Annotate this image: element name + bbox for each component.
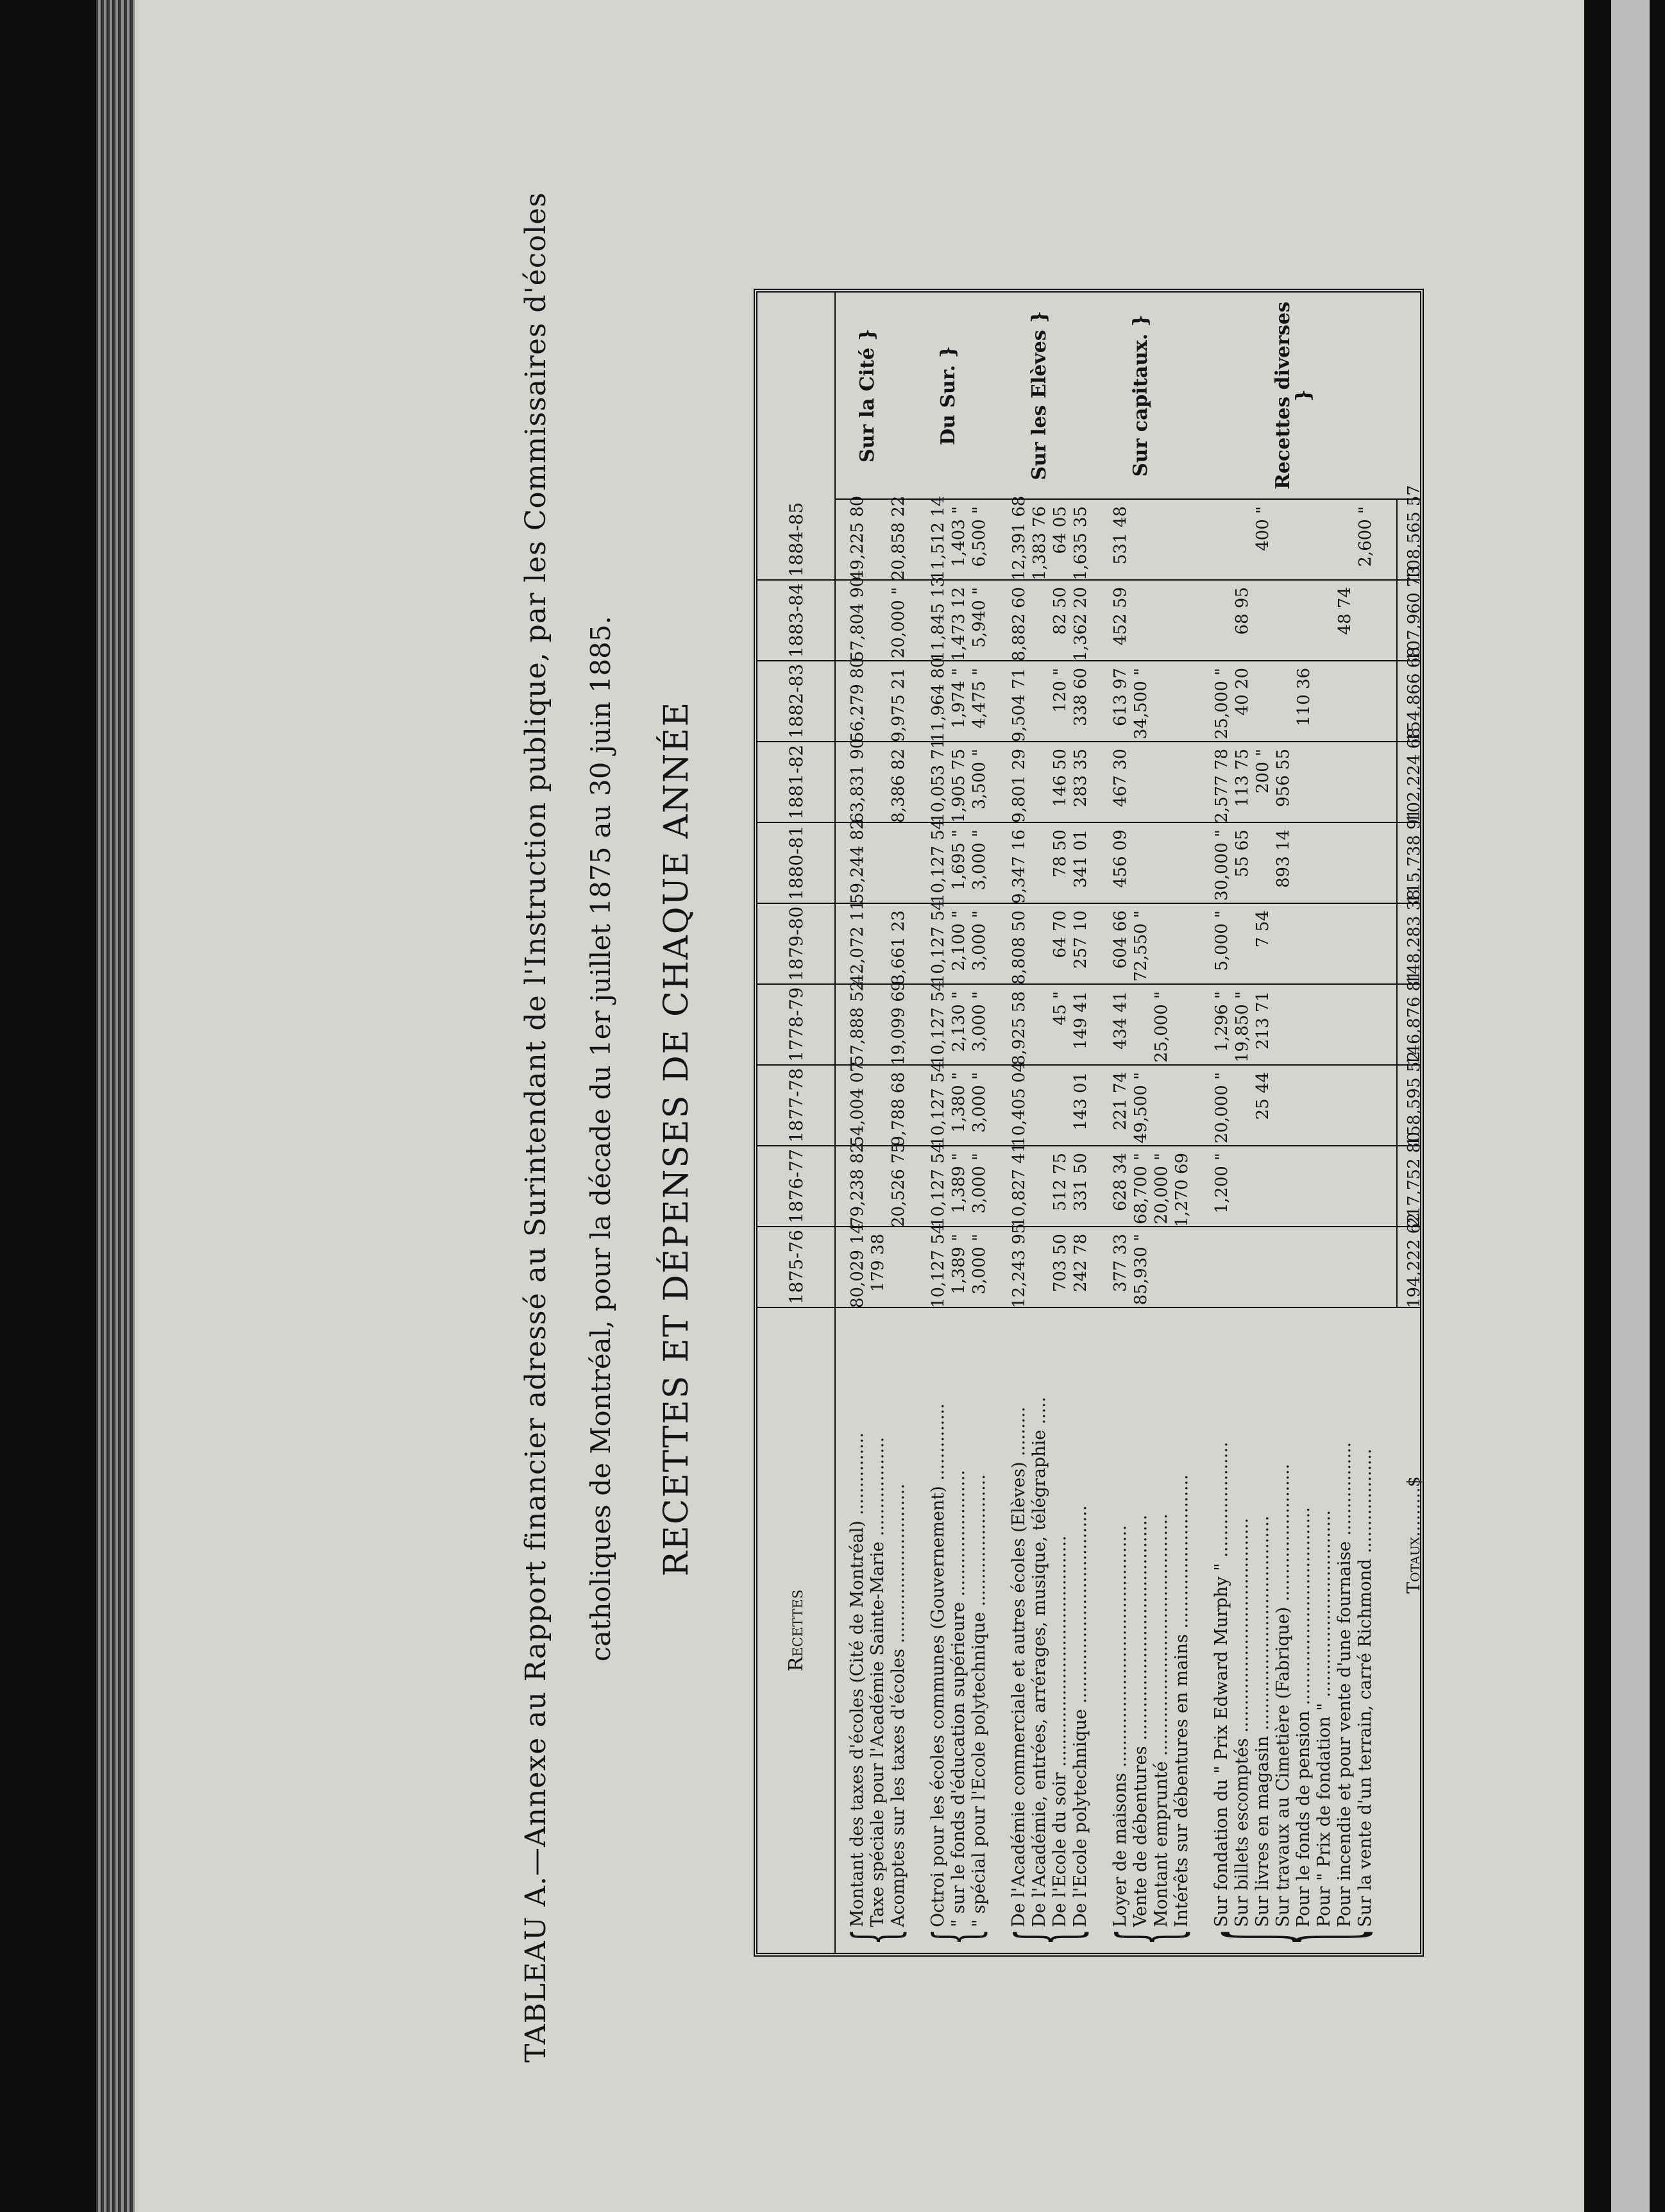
table-cell: 531 48 [1111, 506, 1130, 565]
table-cell: 9,801 29 [1010, 749, 1029, 823]
table-cell: 341 01 [1071, 830, 1090, 888]
column-rule [834, 498, 1420, 500]
row-label: " sur le fonds d'éducation supérieure ....................... [949, 1470, 968, 1927]
row-label: Sur billets escomptés ....................................... [1232, 1518, 1252, 1927]
rotated-document [513, 192, 1462, 2063]
table-cell: 3,500 " [970, 749, 989, 810]
table-cell: 604 66 [1111, 910, 1130, 969]
table-cell: 10,127 54 [929, 1061, 948, 1146]
table-header [757, 293, 836, 1953]
row-label: Pour incendie et pour vente d'une fournaise ................. [1335, 1442, 1355, 1927]
group-label: Sur la Cité } [856, 328, 879, 463]
year-header: 1876-77 [757, 1146, 834, 1227]
table-cell: 179 38 [868, 1234, 888, 1292]
table-cell: 10,127 54 [929, 899, 948, 985]
table-cell: 49,500 " [1131, 1072, 1151, 1144]
table-cell: 10,127 54 [929, 1142, 948, 1227]
row-label: De l'Ecole polytechnique .................................... [1070, 1505, 1090, 1927]
table-cell: 1,473 12 [949, 587, 968, 661]
year-header: 1879-80 [757, 904, 834, 985]
table-cell: 703 50 [1051, 1234, 1070, 1292]
year-header: 1877-78 [757, 1066, 834, 1146]
row-label: Acomptes sur les taxes d'écoles ............................. [888, 1483, 908, 1927]
table-cell: 11,512 14 [929, 495, 948, 581]
document-title-line1: TABLEAU A.—Annexe au Rapport financier adressé au Surintendant de l'Instruction publique, par les Commissaires d'écoles [520, 192, 552, 2063]
table-cell: 331 50 [1071, 1153, 1090, 1211]
table-cell: 8,882 60 [1010, 587, 1029, 661]
table-cell: 956 55 [1274, 749, 1293, 807]
total-cell: 107,960 73 [1405, 566, 1424, 661]
table-cell: 56,279 80 [848, 657, 867, 742]
row-label: Montant des taxes d'écoles (Cité de Montréal) ............... [847, 1432, 867, 1927]
table-cell: 120 " [1051, 668, 1070, 713]
table-cell: 2,600 " [1356, 506, 1375, 567]
table-cell: 59,244 82 [848, 819, 867, 904]
total-cell: 154,866 68 [1405, 647, 1424, 742]
table-cell: 9,975 21 [889, 668, 908, 742]
total-cell: 217,752 80 [1405, 1132, 1424, 1227]
total-cell: 158,595 52 [1405, 1051, 1424, 1146]
total-cell: 148,283 38 [1405, 889, 1424, 985]
table-cell: 57,888 52 [848, 980, 867, 1066]
table-cell: 149 41 [1071, 991, 1090, 1050]
table-cell: 452 59 [1111, 587, 1130, 645]
table-cell: 3,661 23 [889, 910, 908, 985]
group-label: Recettes diverses } [1272, 301, 1315, 490]
table-cell: 20,000 " [1212, 1072, 1231, 1144]
table-cell: 2,130 " [949, 991, 968, 1052]
table-cell: 25,000 " [1152, 991, 1171, 1063]
table-cell: 64 05 [1051, 506, 1070, 554]
year-header: 1778-79 [757, 985, 834, 1066]
finance-table [754, 289, 1424, 1957]
table-cell: 79,238 82 [848, 1142, 867, 1227]
row-label: Pour le fonds de pension .................................... [1294, 1507, 1314, 1927]
year-header: 1882-83 [757, 661, 834, 742]
table-cell: 9,504 71 [1010, 668, 1029, 742]
table-cell: 20,000 " [1152, 1153, 1171, 1225]
table-cell: 55 65 [1233, 830, 1252, 878]
table-cell: 467 30 [1111, 749, 1130, 807]
table-cell: 400 " [1253, 506, 1272, 551]
row-label: " spécial pour l'Ecole polytechnique ........................ [969, 1474, 989, 1927]
total-cell: 108,565 57 [1405, 485, 1424, 581]
document-heading: RECETTES ET DÉPENSES DE CHAQUE ANNÉE [657, 701, 696, 1577]
table-cell: 12,391 68 [1010, 495, 1029, 581]
group-label: Sur les Elèves } [1028, 311, 1051, 481]
table-cell: 49,225 80 [848, 495, 867, 581]
table-cell: 1,380 " [949, 1072, 968, 1133]
group-brace: { [922, 1928, 993, 1945]
row-label: De l'Académie commerciale et autres écoles (Elèves) ......... [1009, 1406, 1029, 1927]
table-cell: 48 74 [1335, 587, 1355, 635]
year-header: 1880-81 [757, 823, 834, 904]
table-cell: 283 35 [1071, 749, 1090, 807]
year-header: 1875-76 [757, 1227, 834, 1308]
group-brace: { [1001, 1928, 1096, 1945]
table-cell: 1,389 " [949, 1153, 968, 1214]
table-cell: 146 50 [1051, 749, 1070, 807]
table-cell: 242 78 [1071, 1234, 1090, 1292]
header-recettes: Recettes [784, 1589, 807, 1672]
table-cell: 64 70 [1051, 910, 1070, 958]
year-header: 1881-82 [757, 742, 834, 823]
table-cell: 82 50 [1051, 587, 1070, 635]
row-label: Sur la vente d'un terrain, carré Richmond ................... [1355, 1449, 1375, 1927]
table-cell: 200 " [1253, 749, 1272, 794]
table-cell: 143 01 [1071, 1072, 1090, 1130]
document-title-line2: catholiques de Montréal, pour la décade du 1er juillet 1875 au 30 juin 1885. [585, 616, 616, 1662]
table-cell: 68 95 [1233, 587, 1252, 635]
table-cell: 1,403 " [949, 506, 968, 567]
table-cell: 1,270 69 [1172, 1153, 1192, 1227]
table-cell: 613 97 [1111, 668, 1130, 726]
table-cell: 5,940 " [970, 587, 989, 648]
table-cell: 11,964 80 [929, 657, 948, 742]
table-cell: 1,362 20 [1071, 587, 1090, 661]
table-cell: 456 09 [1111, 830, 1130, 888]
total-cell: 115,738 91 [1405, 808, 1424, 904]
table-cell: 3,000 " [970, 1072, 989, 1133]
table-cell: 10,127 54 [929, 819, 948, 904]
table-cell: 19,850 " [1233, 991, 1252, 1063]
table-cell: 45 " [1051, 991, 1070, 1026]
table-cell: 7 54 [1253, 910, 1272, 948]
table-cell: 3,000 " [970, 1234, 989, 1295]
group-label: Du Sur. } [937, 346, 959, 445]
table-cell: 1,905 75 [949, 749, 968, 823]
table-cell: 54,004 07 [848, 1061, 867, 1146]
row-label: Loyer de maisons ............................................ [1110, 1525, 1130, 1927]
table-cell: 85,930 " [1131, 1234, 1151, 1306]
table-cell: 1,974 " [949, 668, 968, 729]
group-brace: { [1197, 1928, 1387, 1945]
table-cell: 3,000 " [970, 830, 989, 890]
table-cell: 9,788 68 [889, 1072, 908, 1146]
table-cell: 628 34 [1111, 1153, 1130, 1211]
table-cell: 19,099 69 [889, 980, 908, 1066]
table-cell: 221 74 [1111, 1072, 1130, 1130]
scan-left-shadow [0, 0, 96, 2212]
table-cell: 1,695 " [949, 830, 968, 890]
row-label: Taxe spéciale pour l'Académie Sainte-Marie .................. [868, 1436, 888, 1927]
table-cell: 1,635 35 [1071, 506, 1090, 581]
row-label: Vente de débentures ......................................... [1131, 1514, 1151, 1927]
table-cell: 11,845 13 [929, 576, 948, 661]
table-cell: 42,072 11 [848, 899, 867, 985]
table-cell: 2,577 78 [1212, 749, 1231, 823]
group-brace: { [841, 1928, 913, 1945]
row-label: Montant emprunté ............................................ [1151, 1513, 1171, 1927]
table-cell: 34,500 " [1131, 668, 1151, 740]
table-cell: 40 20 [1233, 668, 1252, 716]
table-cell: 1,200 " [1212, 1153, 1231, 1214]
table-cell: 72,550 " [1131, 910, 1151, 982]
table-cell: 1,296 " [1212, 991, 1231, 1052]
table-cell: 20,000 " [889, 587, 908, 659]
table-cell: 377 33 [1111, 1234, 1130, 1292]
year-header: 1883-84 [757, 581, 834, 661]
table-cell: 78 50 [1051, 830, 1070, 878]
row-label: De l'Académie, entrées, arrérages, musique, télégraphie ..... [1029, 1397, 1049, 1927]
table-cell: 30,000 " [1212, 830, 1231, 901]
scan-next-page [1611, 0, 1650, 2212]
total-cell: 194,222 62 [1405, 1212, 1424, 1308]
year-header: 1884-85 [757, 500, 834, 581]
table-cell: 434 41 [1111, 991, 1130, 1050]
table-cell: 3,000 " [970, 1153, 989, 1214]
table-cell: 893 14 [1274, 830, 1293, 888]
table-cell: 8,386 82 [889, 749, 908, 823]
table-cell: 2,100 " [949, 910, 968, 971]
table-cell: 9,347 16 [1010, 830, 1029, 904]
table-cell: 6,500 " [970, 506, 989, 567]
table-cell: 80,029 14 [848, 1223, 867, 1308]
row-label: Sur travaux au Cimetière (Fabrique) ......................... [1273, 1463, 1293, 1927]
table-cell: 57,804 90 [848, 576, 867, 661]
row-label: Intérêts sur débentures en mains ............................ [1172, 1474, 1192, 1927]
total-cell: 102,224 68 [1405, 727, 1424, 823]
totals-rule [1396, 500, 1398, 1308]
row-label: Sur livres en magasin ....................................... [1253, 1515, 1272, 1927]
table-cell: 8,808 50 [1010, 910, 1029, 985]
table-cell: 4,475 " [970, 668, 989, 729]
total-cell: 146,876 81 [1405, 970, 1424, 1066]
table-cell: 25 44 [1253, 1072, 1272, 1120]
row-label: Pour " Prix de fondation " .................................. [1314, 1510, 1334, 1927]
table-cell: 68,700 " [1131, 1153, 1151, 1225]
table-cell: 20,858 22 [889, 495, 908, 581]
table-cell: 25,000 " [1212, 668, 1231, 740]
table-cell: 110 36 [1294, 668, 1314, 726]
table-cell: 10,405 04 [1010, 1061, 1029, 1146]
table-cell: 213 71 [1253, 991, 1272, 1050]
group-label: Sur capitaux. } [1129, 314, 1152, 477]
row-label: Sur fondation du " Prix Edward Murphy " ..................... [1212, 1442, 1231, 1927]
scan-right-border [1650, 0, 1665, 2212]
table-cell: 10,127 54 [929, 980, 948, 1066]
table-cell: 63,831 90 [848, 738, 867, 823]
table-cell: 512 75 [1051, 1153, 1070, 1211]
table-cell: 10,053 71 [929, 738, 948, 823]
table-cell: 5,000 " [1212, 910, 1231, 971]
scan-right-shadow [1584, 0, 1611, 2212]
group-brace: { [1103, 1928, 1197, 1945]
table-cell: 8,925 58 [1010, 991, 1029, 1066]
row-label: Octroi pour les écoles communes (Gouvernement) .............. [928, 1403, 948, 1927]
table-cell: 20,526 75 [889, 1142, 908, 1227]
table-cell: 3,000 " [970, 910, 989, 971]
table-cell: 338 60 [1071, 668, 1090, 726]
table-cell: 1,389 " [949, 1234, 968, 1295]
table-cell: 257 10 [1071, 910, 1090, 969]
table-cell: 10,127 54 [929, 1223, 948, 1308]
row-label: De l'Ecole du soir .......................................... [1050, 1535, 1070, 1927]
table-cell: 113 75 [1233, 749, 1252, 807]
table-cell: 12,243 95 [1010, 1223, 1029, 1308]
table-cell: 1,383 76 [1030, 506, 1049, 581]
table-cell: 10,827 41 [1010, 1142, 1029, 1227]
totals-label: Totaux.........$ [1404, 1476, 1424, 1594]
table-cell: 3,000 " [970, 991, 989, 1052]
scan-page-edges [96, 0, 135, 2212]
